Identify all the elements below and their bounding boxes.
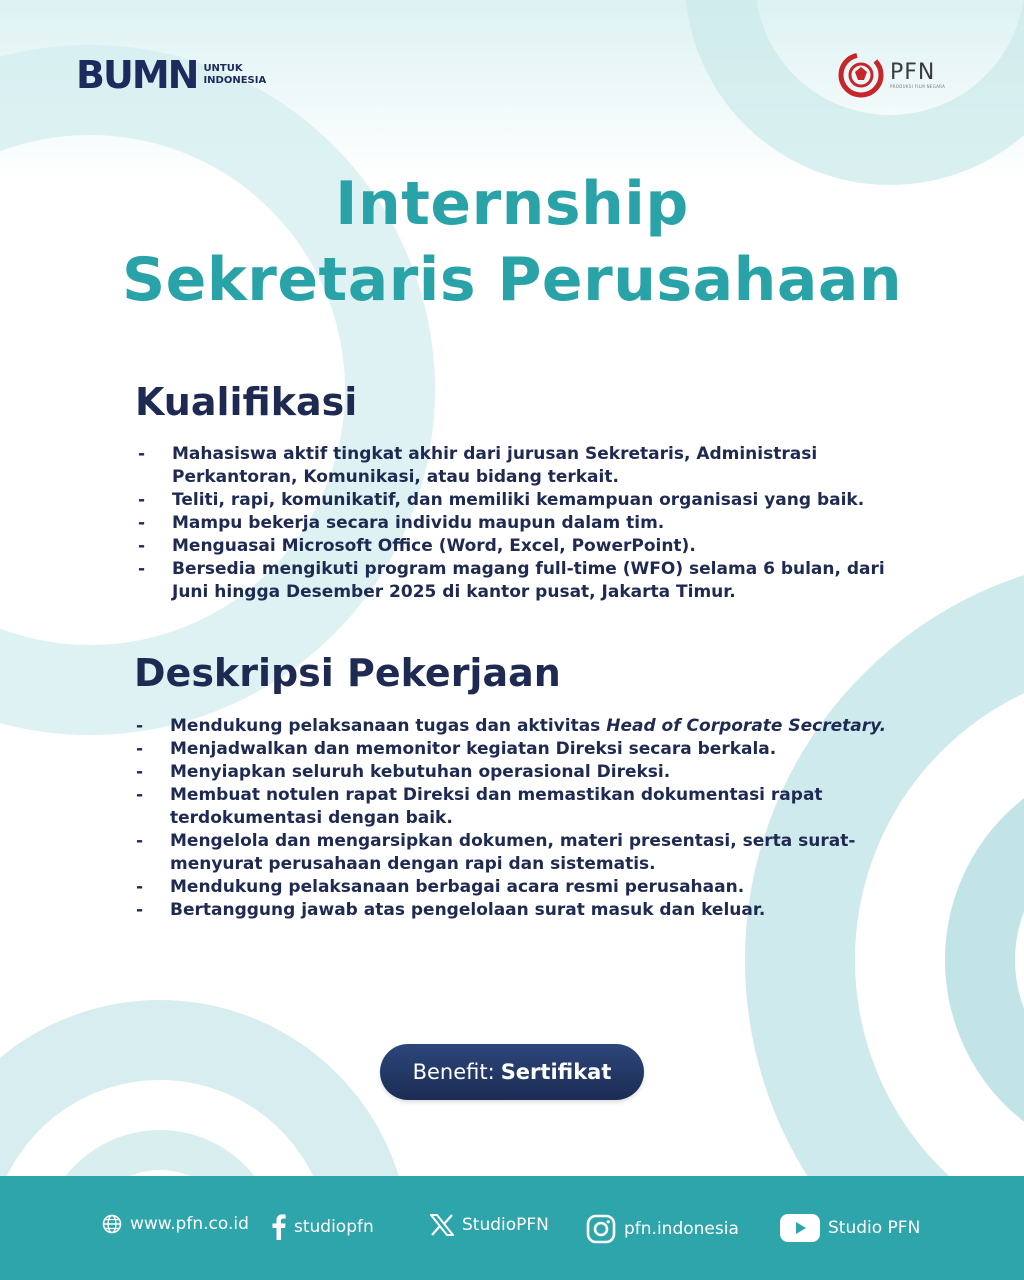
- list-item: [136, 784, 926, 830]
- pfn-logo: [836, 50, 945, 100]
- list-item-text: Menyiapkan seluruh kebutuhan operasional Direksi.: [170, 762, 671, 782]
- title-line-2: Sekretaris Perusahaan: [121, 245, 903, 315]
- list-dash: -: [136, 831, 144, 851]
- list-item-text: Mahasiswa aktif tingkat akhir dari jurusan Sekretaris, Administrasi Perkantoran, Komunikasi, atau bidang terkait.: [172, 444, 818, 487]
- list-item: [138, 512, 898, 535]
- list-dash: -: [138, 444, 146, 464]
- list-item: [136, 830, 926, 876]
- list-item-italic-text: Head of Corporate Secretary.: [606, 716, 887, 736]
- list-item: [136, 876, 926, 899]
- bumn-logo: [76, 53, 267, 97]
- list-item: [136, 715, 926, 738]
- pfn-emblem-icon: [836, 50, 886, 100]
- list-dash: -: [136, 739, 144, 759]
- bumn-logo-subtitle: [203, 63, 266, 87]
- qualifications-heading: Kualifikasi: [135, 380, 358, 424]
- list-item-text: Menguasai Microsoft Office (Word, Excel, PowerPoint).: [172, 536, 696, 556]
- list-dash: -: [138, 536, 146, 556]
- list-item-text: Mendukung pelaksanaan tugas dan aktivitas: [170, 716, 607, 736]
- list-dash: -: [136, 900, 144, 920]
- list-item: [138, 535, 898, 558]
- list-item: [138, 489, 898, 512]
- list-dash: -: [138, 559, 146, 579]
- footer-youtube-link[interactable]: [780, 1214, 920, 1242]
- list-item-text: Mampu bekerja secara individu maupun dalam tim.: [172, 513, 665, 533]
- footer-youtube-text: Studio PFN: [828, 1218, 921, 1238]
- footer-x-link[interactable]: [430, 1214, 549, 1236]
- x-logo-icon: [430, 1214, 454, 1236]
- list-item: [136, 738, 926, 761]
- title-line-1: Internship: [335, 169, 689, 239]
- footer-bar: [0, 1176, 1024, 1280]
- footer-facebook-link[interactable]: [272, 1214, 374, 1240]
- list-dash: -: [136, 762, 144, 782]
- footer-website-text: www.pfn.co.id: [130, 1214, 249, 1234]
- list-item: [138, 558, 898, 604]
- footer-instagram-text: pfn.indonesia: [624, 1219, 739, 1239]
- facebook-icon: [272, 1214, 286, 1240]
- footer-x-text: StudioPFN: [462, 1215, 549, 1235]
- list-dash: -: [136, 785, 144, 805]
- list-item-text: Mengelola dan mengarsipkan dokumen, materi presentasi, serta surat-menyurat perusahaan dengan rapi dan sistematis.: [170, 831, 856, 874]
- pfn-logo-text: PFN: [890, 59, 936, 85]
- list-dash: -: [136, 877, 144, 897]
- footer-facebook-text: studiopfn: [294, 1217, 374, 1237]
- bumn-logo-mark: BUMN: [76, 53, 198, 97]
- list-item-text: Bertanggung jawab atas pengelolaan surat masuk dan keluar.: [170, 900, 766, 920]
- list-item: [136, 899, 926, 922]
- benefit-label: Benefit:: [412, 1060, 495, 1084]
- footer-instagram-link[interactable]: [586, 1214, 739, 1244]
- list-dash: -: [136, 716, 144, 736]
- list-dash: -: [138, 490, 146, 510]
- list-dash: -: [138, 513, 146, 533]
- instagram-icon: [586, 1214, 616, 1244]
- pfn-logo-subtitle: PRODUKSI FILM NEGARA: [890, 83, 946, 89]
- list-item-text: Mendukung pelaksanaan berbagai acara resmi perusahaan.: [170, 877, 745, 897]
- list-item-text: Teliti, rapi, komunikatif, dan memiliki kemampuan organisasi yang baik.: [172, 490, 865, 510]
- list-item-text: Membuat notulen rapat Direksi dan memastikan dokumentasi rapat terdokumentasi dengan baik.: [170, 785, 823, 828]
- job-description-list: [136, 715, 926, 922]
- youtube-icon: [780, 1214, 820, 1242]
- benefit-value: Sertifikat: [500, 1060, 612, 1084]
- job-description-heading: Deskripsi Pekerjaan: [134, 651, 561, 695]
- list-item-text: Menjadwalkan dan memonitor kegiatan Direksi secara berkala.: [170, 739, 777, 759]
- globe-icon: [102, 1214, 122, 1234]
- list-item-text: Bersedia mengikuti program magang full-time (WFO) selama 6 bulan, dari Juni hingga Desember 2025 di kantor pusat, Jakarta Timur.: [172, 559, 885, 602]
- bumn-sub-line2: INDONESIA: [203, 75, 267, 86]
- qualifications-list: [138, 443, 898, 604]
- benefit-badge: [380, 1044, 644, 1100]
- footer-website-link[interactable]: [102, 1214, 249, 1234]
- list-item: [136, 761, 926, 784]
- page-title: [0, 166, 1024, 318]
- bumn-sub-line1: UNTUK: [203, 63, 243, 74]
- list-item: [138, 443, 898, 489]
